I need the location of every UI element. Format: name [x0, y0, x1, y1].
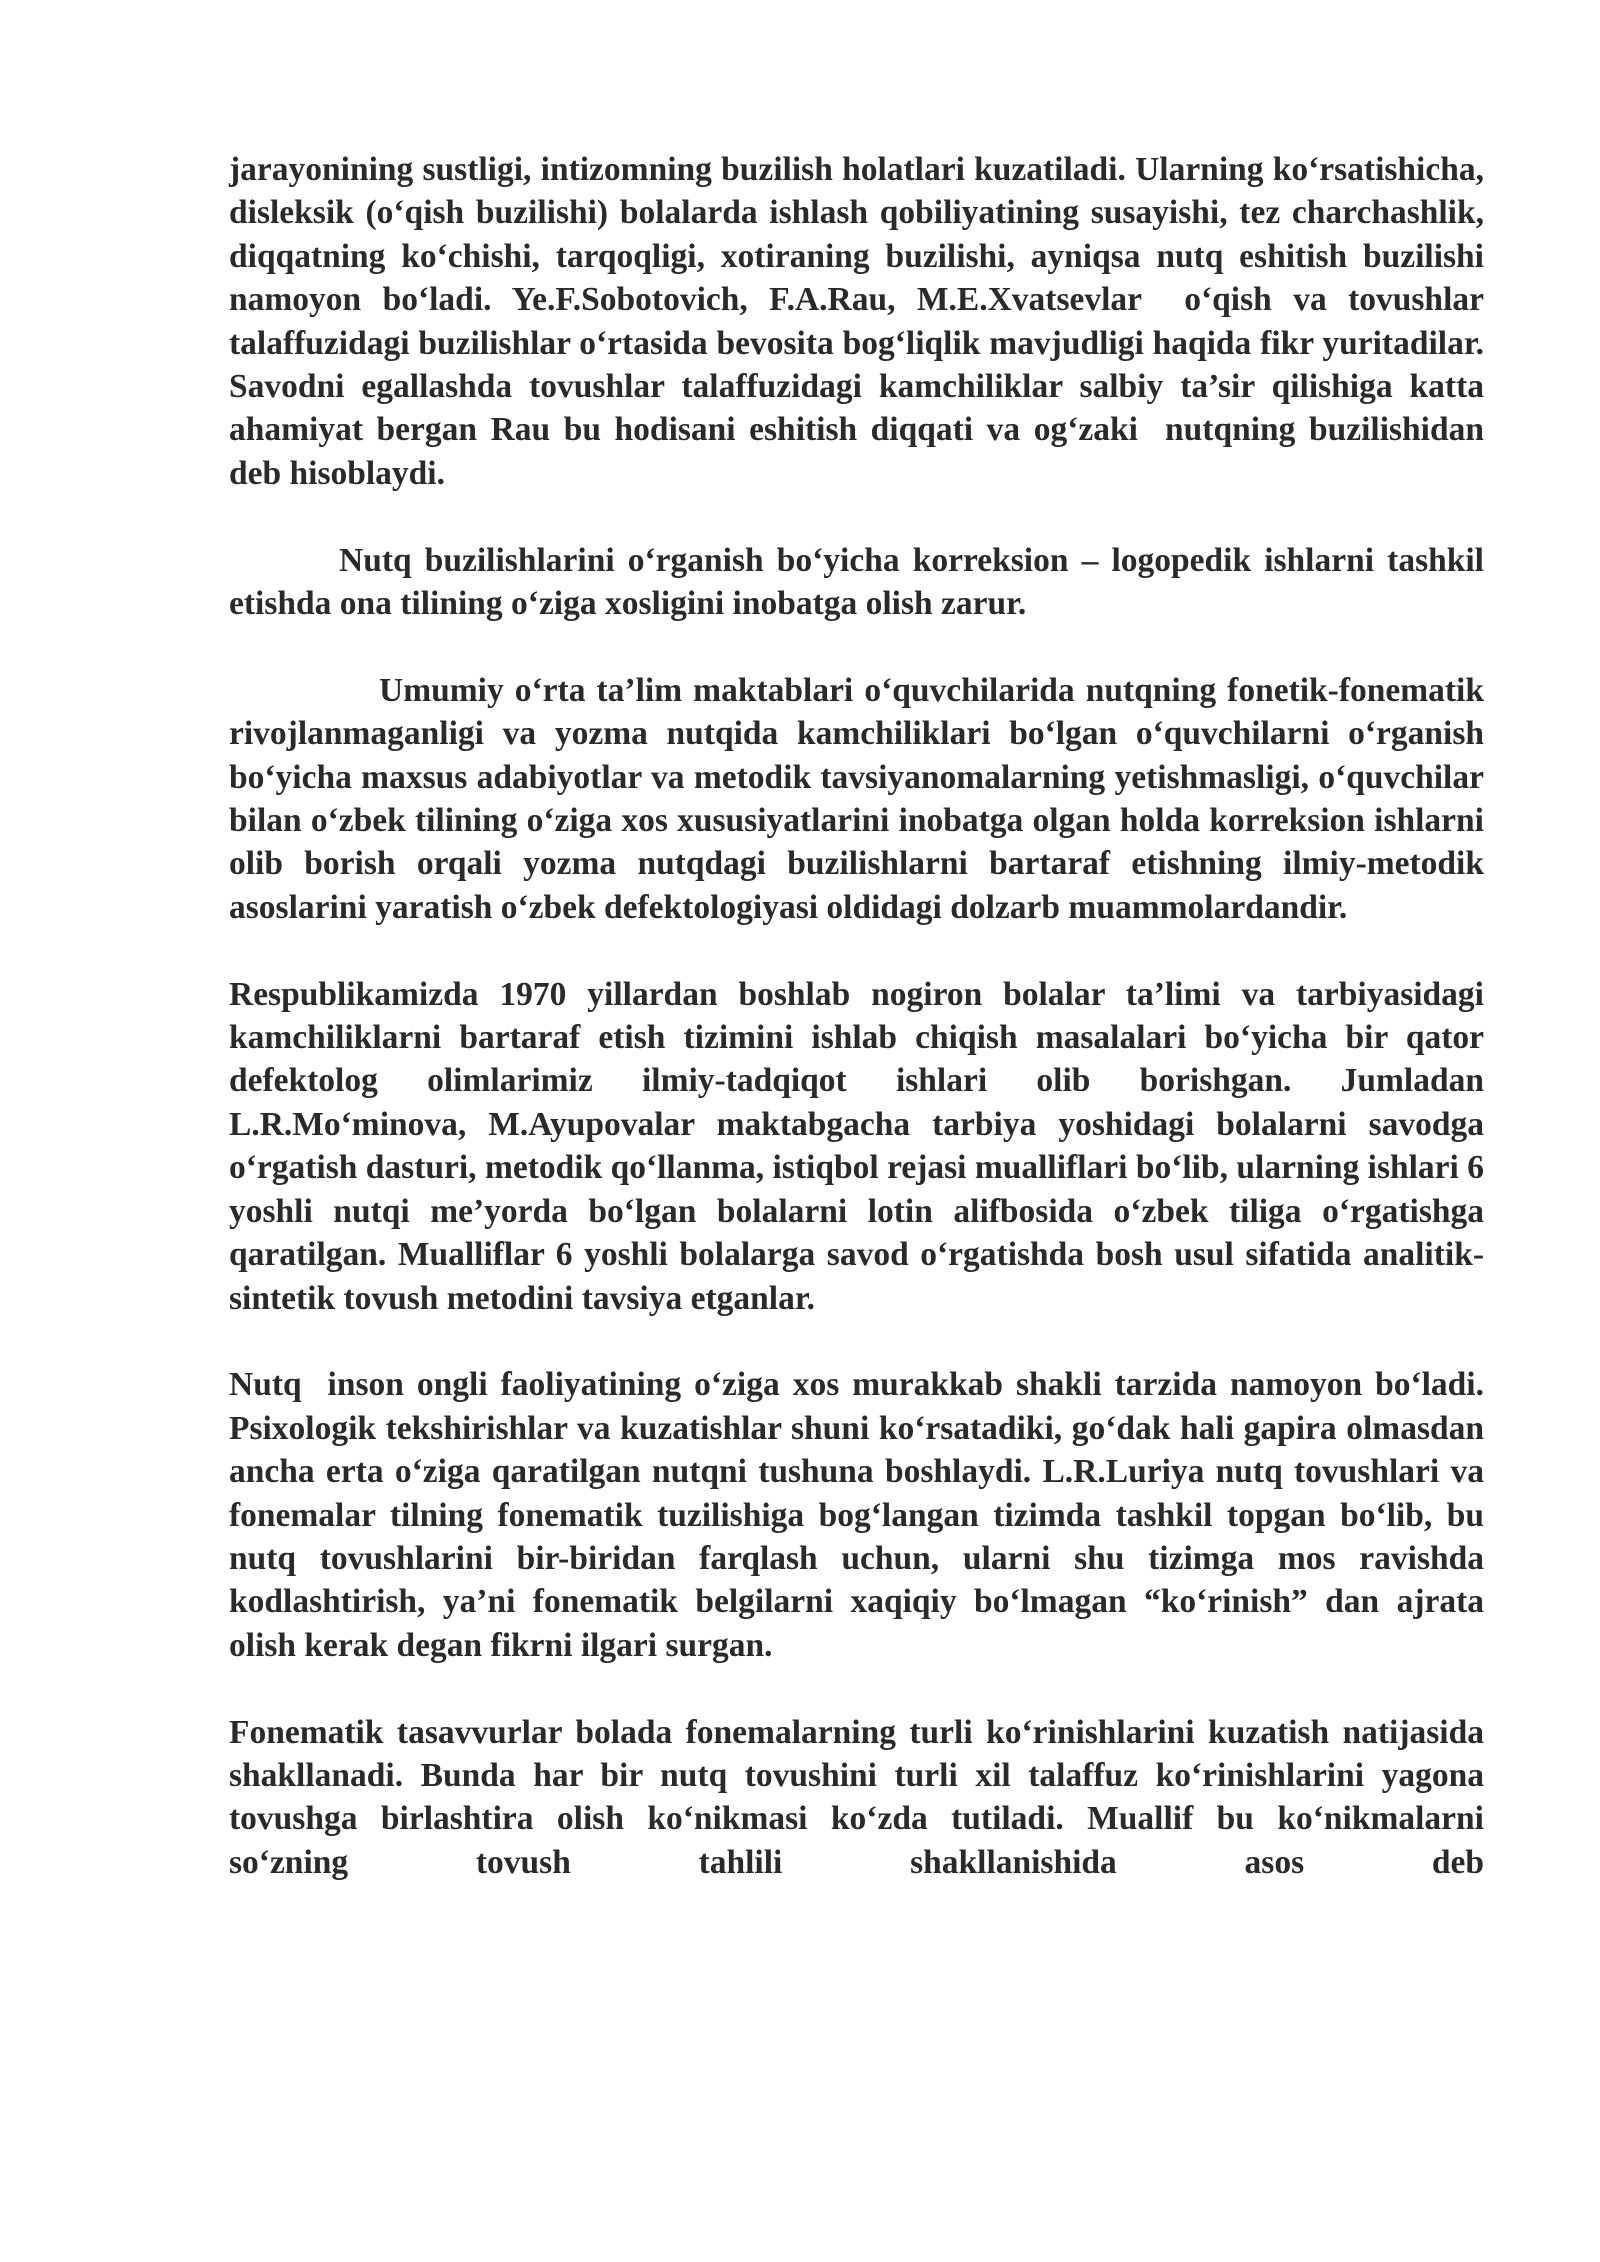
paragraph-general-schools: Umumiy oʻrta ta’lim maktablari oʻquvchilarida nutqning fonetik-fonematik rivojlanmaganligi va yozma nutqida kamchiliklari boʻlgan oʻquvchilarni oʻrganish boʻyicha maxsus adabiyotlar va metodik tavsiyanomalarning yetishmasligi, oʻquvchilar bilan oʻzbek tilining oʻziga xos xususiyatlarini inobatga olgan holda korreksion ishlarni olib borish orqali yozma nutqdagi buzilishlarni bartaraf etishning ilmiy-metodik asoslarini yaratish oʻzbek defektologiyasi oldidagi dolzarb muammolardandir. [229, 671, 1493, 926]
paragraph-republic-research: Respublikamizda 1970 yillardan boshlab nogiron bolalar ta’limi va tarbiyasidagi kamchiliklarni bartaraf etish tizimini ishlab chiqish masalalari boʻyicha bir qator defektolog olimlarimiz ilmiy-tadqiqot ishlari olib borishgan. Jumladan L.R.Moʻminova, M.Ayupovalar maktabgacha tarbiya yoshidagi bolalarni savodga oʻrgatish dasturi, metodik qoʻllanma, istiqbol rejasi mualliflari boʻlib, ularning ishlari 6 yoshli nutqi me’yorda boʻlgan bolalarni lotin alifbosida oʻzbek tiliga oʻrgatishga qaratilgan. Mualliflar 6 yoshli bolalarga savod oʻrgatishda bosh usul sifatida analitik-sintetik tovush metodini tavsiya etganlar. [229, 975, 1501, 1317]
paragraph-speech-activity: Nutq inson ongli faoliyatining oʻziga xos murakkab shakli tarzida namoyon boʻladi. Psixologik tekshirishlar va kuzatishlar shuni koʻrsatadiki, goʻdak hali gapira olmasdan ancha erta oʻziga qaratilgan nutqni tushuna boshlaydi. L.R.Luriya nutq tovushlari va fonemalar tilning fonematik tuzilishiga bogʻlangan tizimda tashkil topgan boʻlib, bu nutq tovushlarini bir-biridan farqlash uchun, ularni shu tizimga mos ravishda kodlashtirish, ya’ni fonematik belgilarni xaqiqiy boʻlmagan “koʻrinish” dan ajrata olish kerak degan fikrni ilgari surgan. [229, 1366, 1493, 1664]
paragraph-phonematic-perception: Fonematik tasavvurlar bolada fonemalarning turli koʻrinishlarini kuzatish natijasida shakllanadi. Bunda har bir nutq tovushini turli xil talaffuz koʻrinishlarini yagona tovushga birlashtira olish koʻnikmasi koʻzda tutiladi. Muallif bu koʻnikmalarni soʻzning tovush tahlili shakllanishida asos deb [229, 1713, 1493, 1881]
paragraph-reading-disorders: jarayonining sustligi, intizomning buzilish holatlari kuzatiladi. Ularning koʻrsatishicha, disleksik (oʻqish buzilishi) bolalarda ishlash qobiliyatining susayishi, tez charchashlik, diqqatning koʻchishi, tarqoqligi, xotiraning buzilishi, ayniqsa nutq eshitish buzilishi namoyon boʻladi. Ye.F.Sobotovich, F.A.Rau, M.E.Xvatsevlar oʻqish va tovushlar talaffuzidagi buzilishlar oʻrtasida bevosita bogʻliqlik mavjudligi haqida fikr yuritadilar. Savodni egallashda tovushlar talaffuzidagi kamchiliklar salbiy ta’sir qilishiga katta ahamiyat bergan Rau bu hodisani eshitish diqqati va ogʻzaki nutqning buzilishidan deb hisoblaydi. [229, 151, 1493, 492]
paragraph-correction-work: Nutq buzilishlarini oʻrganish boʻyicha korreksion – logopedik ishlarni tashkil etishda ona tilining oʻziga xosligini inobatga olish zarur. [229, 541, 1493, 623]
body-text [229, 148, 1501, 1928]
